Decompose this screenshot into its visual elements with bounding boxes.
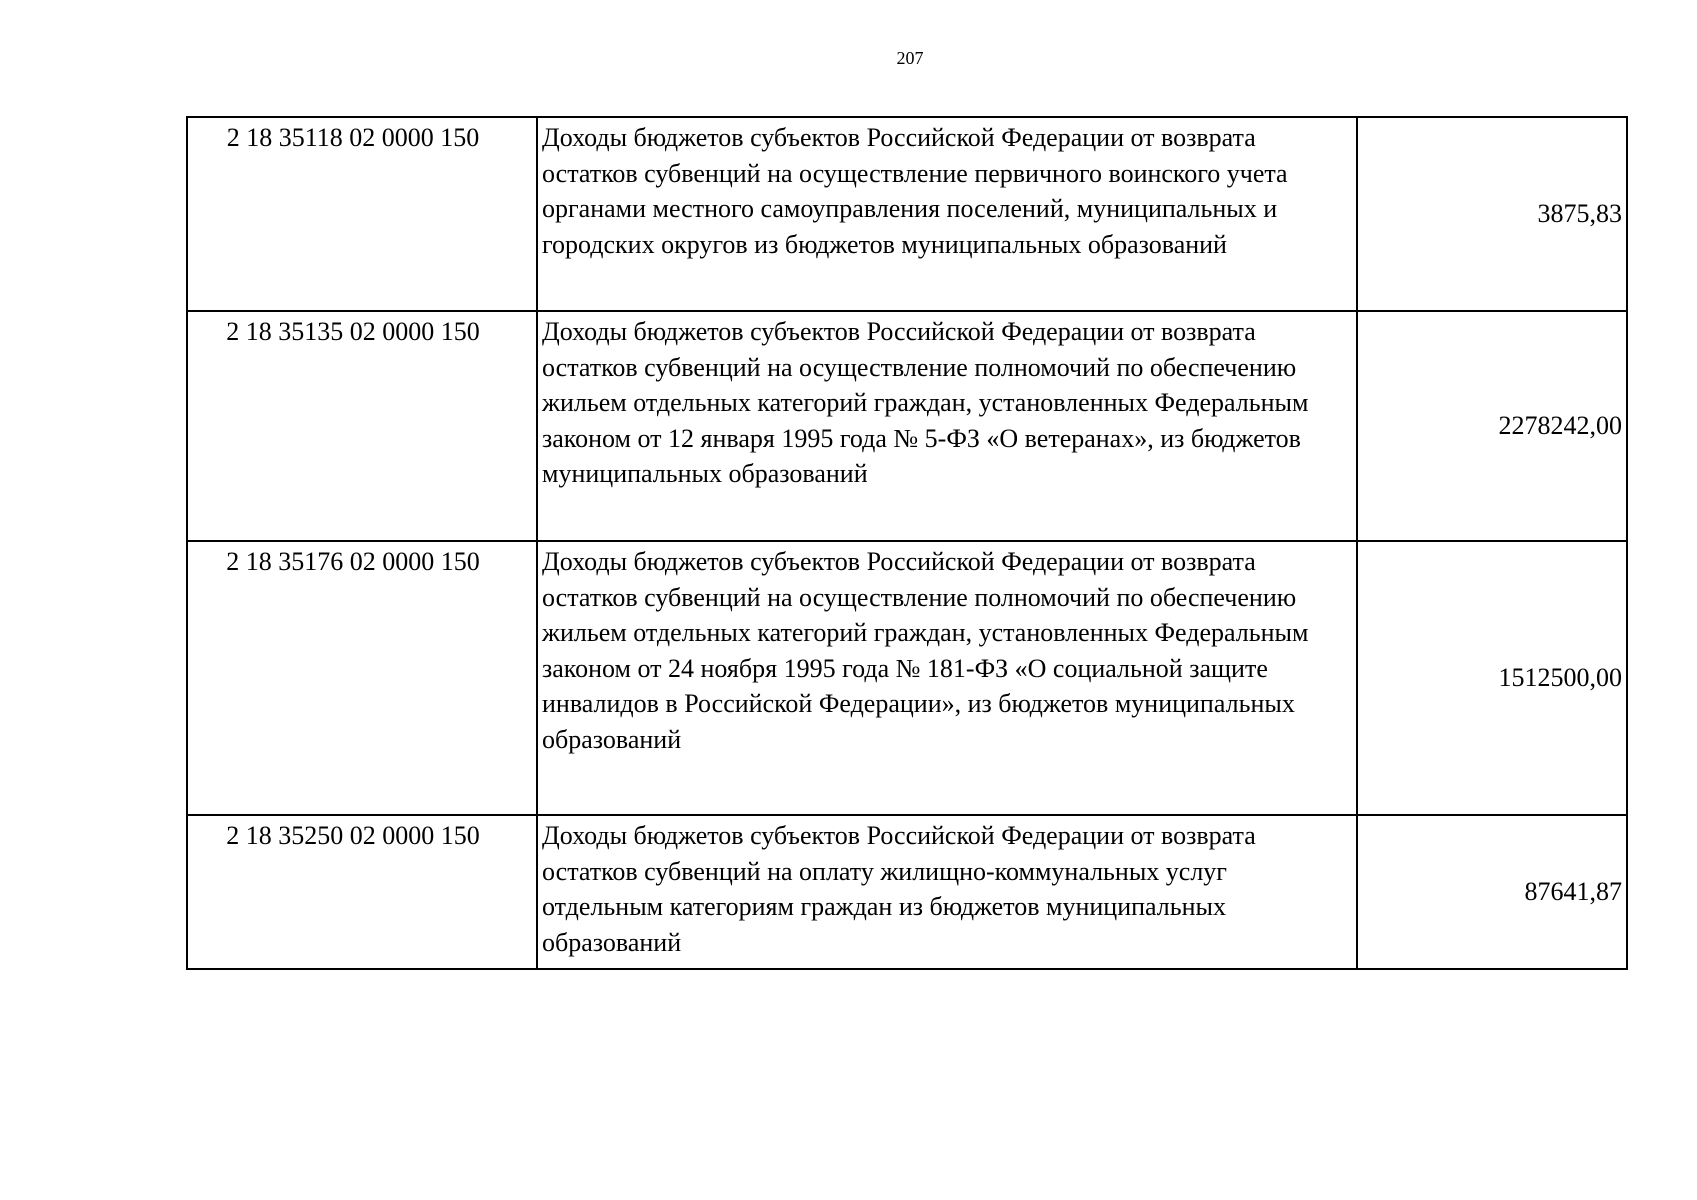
description-cell: Доходы бюджетов субъектов Российской Федерации от возврата остатков субвенций на осуществление полномочий по обеспечению жильем отдельных категорий граждан, установленных Федеральным законом от 12 января 1995 года № 5-ФЗ «О ветеранах», из бюджетов муниципальных образований	[537, 311, 1357, 541]
table-row	[187, 541, 1627, 815]
amount-cell: 1512500,00	[1357, 541, 1627, 815]
amount-cell: 87641,87	[1357, 815, 1627, 969]
budget-code-cell: 2 18 35135 02 0000 150	[187, 311, 537, 541]
amount-cell: 2278242,00	[1357, 311, 1627, 541]
table-row	[187, 311, 1627, 541]
page-number: 207	[896, 48, 924, 68]
budget-revenue-table	[186, 116, 1628, 970]
budget-code-cell: 2 18 35118 02 0000 150	[187, 117, 537, 311]
description-cell: Доходы бюджетов субъектов Российской Федерации от возврата остатков субвенций на осуществление первичного воинского учета органами местного самоуправления поселений, муниципальных и городских округов из бюджетов муниципальных образований	[537, 117, 1357, 311]
budget-code-cell: 2 18 35250 02 0000 150	[187, 815, 537, 969]
table-row	[187, 117, 1627, 311]
description-cell: Доходы бюджетов субъектов Российской Федерации от возврата остатков субвенций на осуществление полномочий по обеспечению жильем отдельных категорий граждан, установленных Федеральным законом от 24 ноября 1995 года № 181-ФЗ «О социальной защите инвалидов в Российской Федерации», из бюджетов муниципальных образований	[537, 541, 1357, 815]
amount-cell: 3875,83	[1357, 117, 1627, 311]
description-cell: Доходы бюджетов субъектов Российской Федерации от возврата остатков субвенций на оплату жилищно-коммунальных услуг отдельным категориям граждан из бюджетов муниципальных образований	[537, 815, 1357, 969]
table-row	[187, 815, 1627, 969]
budget-code-cell: 2 18 35176 02 0000 150	[187, 541, 537, 815]
